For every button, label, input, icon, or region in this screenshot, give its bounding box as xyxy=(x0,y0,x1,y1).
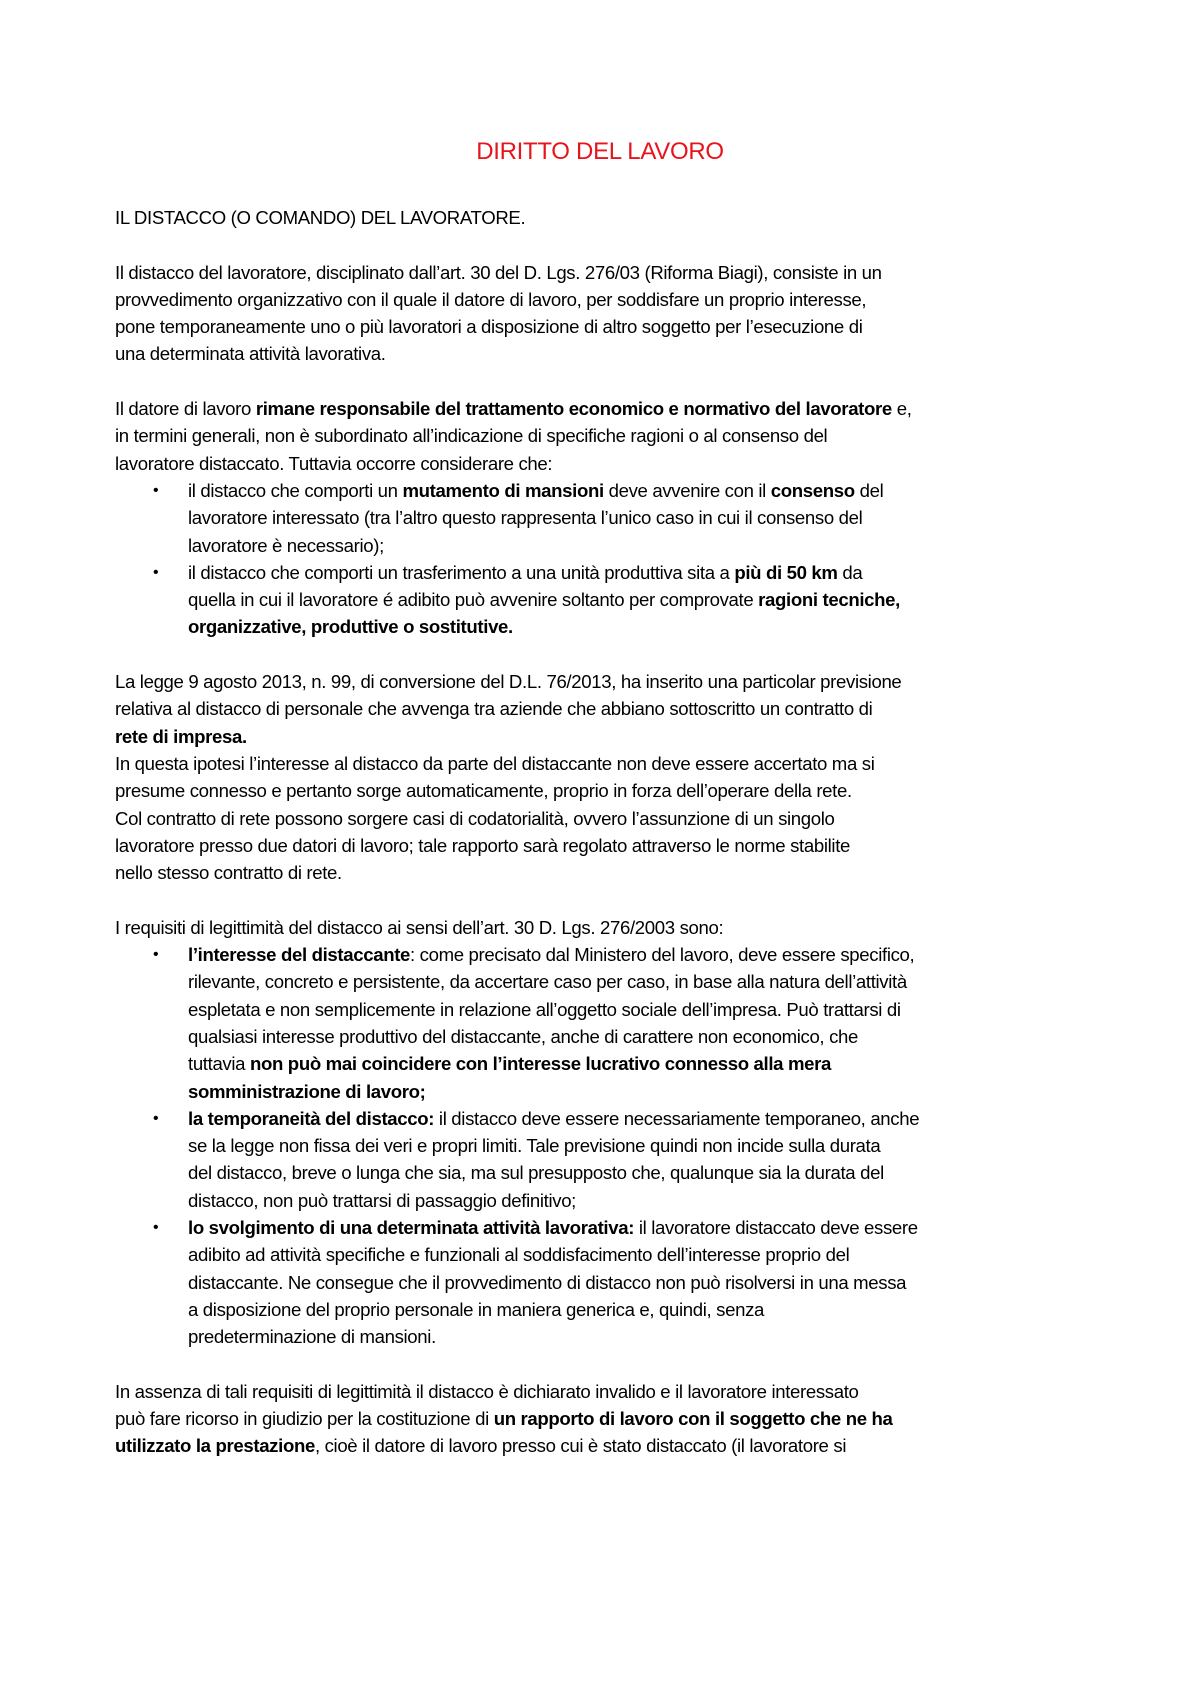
text-line xyxy=(115,532,1115,559)
text-line xyxy=(115,914,1115,941)
text: il distacco deve essere necessariamente temporaneo, anche xyxy=(434,1107,920,1129)
text-line xyxy=(115,996,1115,1023)
text: qualsiasi interesse produttivo del distaccante, anche di carattere non economico, che xyxy=(188,1025,858,1047)
text: In assenza di tali requisiti di legittimità il distacco è dichiarato invalido e il lavoratore interessato xyxy=(115,1380,859,1402)
bold-text: la temporaneità del distacco: xyxy=(188,1107,435,1129)
text-line xyxy=(115,777,1115,804)
blank-line xyxy=(115,1350,1115,1377)
text: IL DISTACCO (O COMANDO) DEL LAVORATORE. xyxy=(115,207,526,228)
text-line xyxy=(115,1187,1115,1214)
text: tuttavia xyxy=(188,1053,250,1075)
document-title: DIRITTO DEL LAVORO xyxy=(476,138,724,165)
text: può fare ricorso in giudizio per la costituzione di xyxy=(115,1408,494,1430)
text: da xyxy=(837,561,863,583)
blank-line xyxy=(115,886,1115,913)
bold-text: più di 50 km xyxy=(734,561,838,583)
text-line xyxy=(115,1269,1115,1296)
text-line xyxy=(115,1378,1115,1405)
text: il distacco che comporti un xyxy=(188,479,403,501)
text-line xyxy=(115,450,1115,477)
text: una determinata attività lavorativa. xyxy=(115,343,386,365)
text-line xyxy=(115,613,1115,640)
text: lavoratore interessato (tra l’altro questo rappresenta l’unico caso in cui il consenso del xyxy=(188,507,863,529)
bold-text: rimane responsabile del trattamento economico e normativo del lavoratore xyxy=(255,398,892,420)
blank-line xyxy=(115,231,1115,258)
text-line xyxy=(115,204,1115,231)
text: Col contratto di rete possono sorgere casi di codatorialità, ovvero l’assunzione di un singolo xyxy=(115,807,835,829)
bullet-item-line xyxy=(115,1105,1115,1132)
bullet-item-line xyxy=(115,1214,1115,1241)
text: Il datore di lavoro xyxy=(115,398,256,420)
text: distacco, non può trattarsi di passaggio definitivo; xyxy=(188,1189,577,1211)
bullet-icon: • xyxy=(153,563,159,581)
text: lavoratore è necessario); xyxy=(188,534,384,556)
text-line xyxy=(115,259,1115,286)
text-line xyxy=(115,1159,1115,1186)
bold-text: un rapporto di lavoro con il soggetto che ne ha xyxy=(493,1408,893,1430)
text-line xyxy=(115,1241,1115,1268)
bullet-icon: • xyxy=(153,1109,159,1127)
text: , cioè il datore di lavoro presso cui è stato distaccato (il lavoratore si xyxy=(314,1435,847,1457)
text-line xyxy=(115,340,1115,367)
text: adibito ad attività specifiche e funzionali al soddisfacimento dell’interesse proprio del xyxy=(188,1244,850,1266)
text-line xyxy=(115,1050,1115,1077)
text: del xyxy=(854,479,884,501)
text-line xyxy=(115,1078,1115,1105)
bold-text: organizzative, produttive o sostitutive. xyxy=(188,616,513,638)
bullet-item-line xyxy=(115,941,1115,968)
text-line xyxy=(115,286,1115,313)
text: del distacco, breve o lunga che sia, ma sul presupposto che, qualunque sia la durata del xyxy=(188,1162,884,1184)
text: espletata e non semplicemente in relazione all’oggetto sociale dell’impresa. Può trattarsi di xyxy=(188,998,901,1020)
text-line xyxy=(115,1323,1115,1350)
bold-text: rete di impresa. xyxy=(115,725,247,747)
text-line xyxy=(115,832,1115,859)
text: I requisiti di legittimità del distacco ai sensi dell’art. 30 D. Lgs. 276/2003 sono: xyxy=(115,916,724,938)
text: lavoratore presso due datori di lavoro; tale rapporto sarà regolato attraverso le norme stabilite xyxy=(115,834,851,856)
text-line xyxy=(115,1132,1115,1159)
bold-text: consenso xyxy=(770,479,855,501)
bold-text: l’interesse del distaccante xyxy=(188,944,411,966)
blank-line xyxy=(115,641,1115,668)
text: lavoratore distaccato. Tuttavia occorre considerare che: xyxy=(115,452,553,474)
text-line xyxy=(115,1405,1115,1432)
bold-text: utilizzato la prestazione xyxy=(115,1435,315,1457)
text: in termini generali, non è subordinato all’indicazione di specifiche ragioni o al consenso del xyxy=(115,425,828,447)
text: distaccante. Ne consegue che il provvedimento di distacco non può risolversi in una messa xyxy=(188,1271,907,1293)
text: nello stesso contratto di rete. xyxy=(115,862,342,884)
text-line xyxy=(115,313,1115,340)
text-line xyxy=(115,422,1115,449)
text: Il distacco del lavoratore, disciplinato dall’art. 30 del D. Lgs. 276/03 (Riforma Biagi), consiste in un xyxy=(115,261,882,283)
text-line xyxy=(115,859,1115,886)
blank-line xyxy=(115,368,1115,395)
text: il lavoratore distaccato deve essere xyxy=(634,1216,918,1238)
text: deve avvenire con il xyxy=(603,479,771,501)
document-body xyxy=(115,204,1115,1460)
text-line xyxy=(115,586,1115,613)
text: predeterminazione di mansioni. xyxy=(188,1326,436,1348)
text-line xyxy=(115,1432,1115,1459)
bullet-icon: • xyxy=(153,481,159,499)
bold-text: lo svolgimento di una determinata attività lavorativa: xyxy=(188,1216,635,1238)
text-line xyxy=(115,695,1115,722)
bullet-item-line xyxy=(115,559,1115,586)
text: rilevante, concreto e persistente, da accertare caso per caso, in base alla natura dell’attività xyxy=(188,971,907,993)
text-line xyxy=(115,1023,1115,1050)
text-line xyxy=(115,395,1115,422)
text: : come precisato dal Ministero del lavoro, deve essere specifico, xyxy=(410,944,915,966)
bold-text: ragioni tecniche, xyxy=(758,589,900,611)
bold-text: mutamento di mansioni xyxy=(402,479,604,501)
bullet-icon: • xyxy=(153,1218,159,1236)
text-line xyxy=(115,723,1115,750)
text-line xyxy=(115,668,1115,695)
text: presume connesso e pertanto sorge automaticamente, proprio in forza dell’operare della rete. xyxy=(115,780,852,802)
text-line xyxy=(115,1296,1115,1323)
text: quella in cui il lavoratore é adibito può avvenire soltanto per comprovate xyxy=(188,589,759,611)
bold-text: non può mai coincidere con l’interesse lucrativo connesso alla mera xyxy=(249,1053,832,1075)
bullet-icon: • xyxy=(153,946,159,964)
text-line xyxy=(115,805,1115,832)
text: provvedimento organizzativo con il quale il datore di lavoro, per soddisfare un proprio interesse, xyxy=(115,288,867,310)
text: il distacco che comporti un trasferimento a una unità produttiva sita a xyxy=(188,561,735,583)
text: In questa ipotesi l’interesse al distacco da parte del distaccante non deve essere accertato ma si xyxy=(115,752,875,774)
text: La legge 9 agosto 2013, n. 99, di conversione del D.L. 76/2013, ha inserito una particolar previsione xyxy=(115,671,902,693)
text: e, xyxy=(891,398,912,420)
text-line xyxy=(115,968,1115,995)
text: a disposizione del proprio personale in maniera generica e, quindi, senza xyxy=(188,1298,765,1320)
text: se la legge non fissa dei veri e propri limiti. Tale previsione quindi non incide sulla durata xyxy=(188,1135,881,1157)
bold-text: somministrazione di lavoro; xyxy=(188,1080,426,1102)
text: pone temporaneamente uno o più lavoratori a disposizione di altro soggetto per l’esecuzione di xyxy=(115,316,863,338)
text-line xyxy=(115,750,1115,777)
bullet-item-line xyxy=(115,477,1115,504)
text: relativa al distacco di personale che avvenga tra aziende che abbiano sottoscritto un contratto di xyxy=(115,698,873,720)
text-line xyxy=(115,504,1115,531)
